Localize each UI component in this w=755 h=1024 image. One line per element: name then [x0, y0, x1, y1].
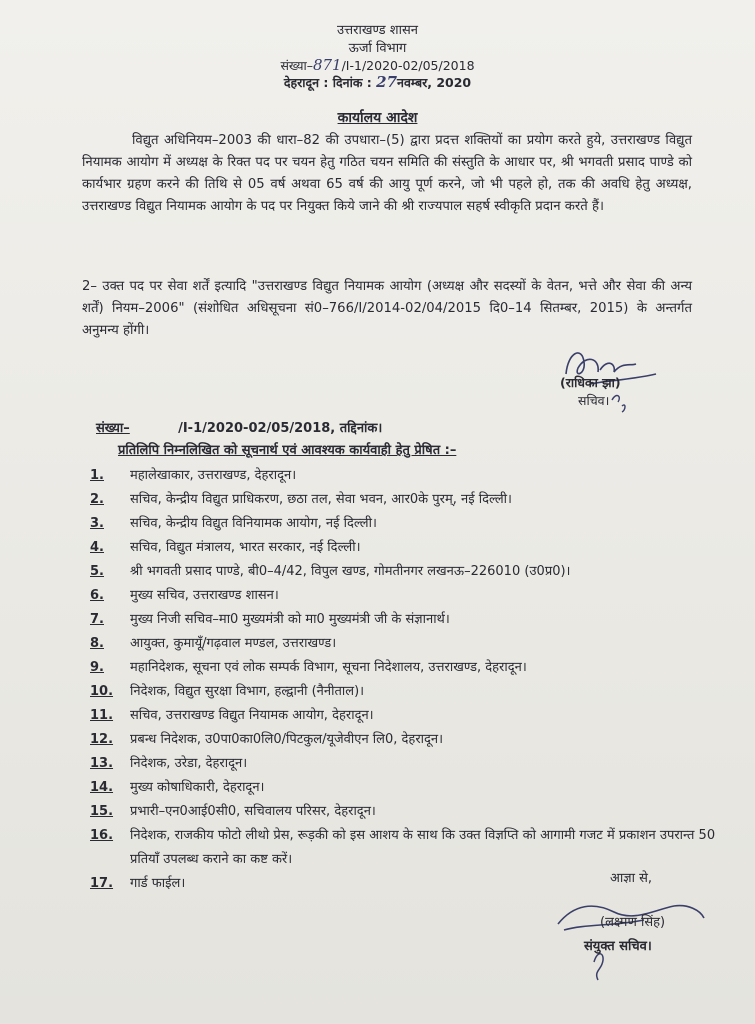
- list-item: 1. महालेखाकार, उत्तराखण्ड, देहरादून।: [90, 468, 297, 483]
- handwritten-date: 27: [376, 73, 398, 91]
- department-name: ऊर्जा विभाग: [348, 41, 407, 56]
- list-item: 3. सचिव, केन्द्रीय विद्युत विनियामक आयोग, नई दिल्ली।: [90, 516, 377, 531]
- by-order-text: आज्ञा से,: [610, 871, 653, 886]
- list-item: 17. गार्ड फाईल।: [90, 876, 186, 891]
- list-item: 4. सचिव, विद्युत मंत्रालय, भारत सरकार, नई दिल्ली।: [90, 540, 361, 555]
- secretary-name: (राधिका झा): [560, 375, 621, 390]
- signature-block-secretary: [560, 350, 670, 430]
- paragraph-2: 2– उक्त पद पर सेवा शर्तें इत्यादि "उत्तराखण्ड विद्युत नियामक आयोग (अध्यक्ष और सदस्यों के वेतन, भत्ते और सेवा की अन्य शर्तें) नियम–2006" (संशोधित अधिसूचना सं0–766/I/2014-02/04/2015 दि0–14 सितम्बर, 2015) के अन्तर्गत अनुमन्य होंगी।: [82, 279, 692, 338]
- list-item: 14. मुख्य कोषाधिकारी, देहरादून।: [90, 780, 265, 795]
- reference-suffix: /I-1/2020-02/05/2018: [341, 58, 475, 73]
- list-item: 11. सचिव, उत्तराखण्ड विद्युत नियामक आयोग, देहरादून।: [90, 708, 374, 723]
- list-item: 5. श्री भगवती प्रसाद पाण्डे, बी0–4/42, विपुल खण्ड, गोमतीनगर लखनऊ–226010 (उ0प्र0)।: [90, 564, 571, 579]
- handwritten-ref-number: 871: [312, 56, 342, 74]
- list-item: 7. मुख्य निजी सचिव–मा0 मुख्यमंत्री को मा0 मुख्यमंत्री जी के संज्ञानार्थ।: [90, 612, 450, 627]
- list-item: 15. प्रभारी–एन0आई0सी0, सचिवालय परिसर, देहरादून।: [90, 804, 376, 819]
- date-prefix: देहरादून : दिनांक :: [283, 75, 372, 90]
- signature-block-joint-secretary: [560, 860, 730, 980]
- reference-prefix: संख्या–: [280, 58, 313, 73]
- endorsement-suffix: /I-1/2020-02/05/2018, तद्दिनांक।: [178, 421, 383, 436]
- date-suffix: नवम्बर, 2020: [397, 75, 472, 90]
- list-item: 6. मुख्य सचिव, उत्तराखण्ड शासन।: [90, 588, 279, 603]
- paragraph-1: विद्युत अधिनियम–2003 की धारा–82 की उपधारा–(5) द्वारा प्रदत्त शक्तियों का प्रयोग करते हुये, उत्तराखण्ड विद्युत नियामक आयोग में अध्यक्ष के रिक्त पद पर चयन हेतु गठित चयन समिति की संस्तुति के आधार पर, श्री भगवती प्रसाद पाण्डे को कार्यभार ग्रहण करने की तिथि से 05 वर्ष अथवा 65 वर्ष की आयु पूर्ण करने, जो भी पहले हो, तक की अवधि हेतु अध्यक्ष, उत्तराखण्ड विद्युत नियामक आयोग के पद पर नियुक्त किये जाने की श्री राज्यपाल सहर्ष स्वीकृति प्रदान करते हैं।: [82, 133, 692, 214]
- list-item: 9. महानिदेशक, सूचना एवं लोक सम्पर्क विभाग, सूचना निदेशालय, उत्तराखण्ड, देहरादून।: [90, 660, 527, 675]
- list-item: 2. सचिव, केन्द्रीय विद्युत प्राधिकरण, छठा तल, सेवा भवन, आर0के पुरम्, नई दिल्ली।: [90, 492, 512, 507]
- list-item: 8. आयुक्त, कुमायूँ/गढ़वाल मण्डल, उत्तराखण्ड।: [90, 636, 337, 651]
- copy-heading: प्रतिलिपि निम्नलिखित को सूचनार्थ एवं आवश्यक कार्यवाही हेतु प्रेषित :–: [118, 443, 457, 458]
- endorsement-reference: [96, 418, 382, 436]
- list-item: 13. निदेशक, उरेडा, देहरादून।: [90, 756, 248, 771]
- order-date: [0, 73, 755, 91]
- list-item: 12. प्रबन्ध निदेशक, उ0पा0का0लि0/पिटकुल/यूजेवीएन लि0, देहरादून।: [90, 732, 444, 747]
- joint-secretary-designation: संयुक्त सचिव।: [584, 939, 652, 954]
- list-item: 10. निदेशक, विद्युत सुरक्षा विभाग, हल्द्वानी (नैनीताल)।: [90, 684, 365, 699]
- reference-number: [0, 56, 755, 74]
- distribution-list: [90, 464, 730, 896]
- joint-secretary-name: (लक्ष्मण सिंह): [600, 915, 666, 930]
- secretary-designation: सचिव।: [578, 393, 610, 408]
- govt-name: उत्तराखण्ड शासन: [337, 23, 418, 38]
- list-item: 16. निदेशक, राजकीय फोटो लीथो प्रेस, रूड़की को इस आशय के साथ कि उक्त विज्ञप्ति को आगामी गजट में प्रकाशन उपरान्त 50 प्रतियाँ उपलब्ध कराने का कष्ट करें।: [90, 828, 716, 867]
- office-order-title: कार्यालय आदेश: [337, 110, 418, 126]
- endorsement-prefix: संख्या–: [96, 421, 130, 436]
